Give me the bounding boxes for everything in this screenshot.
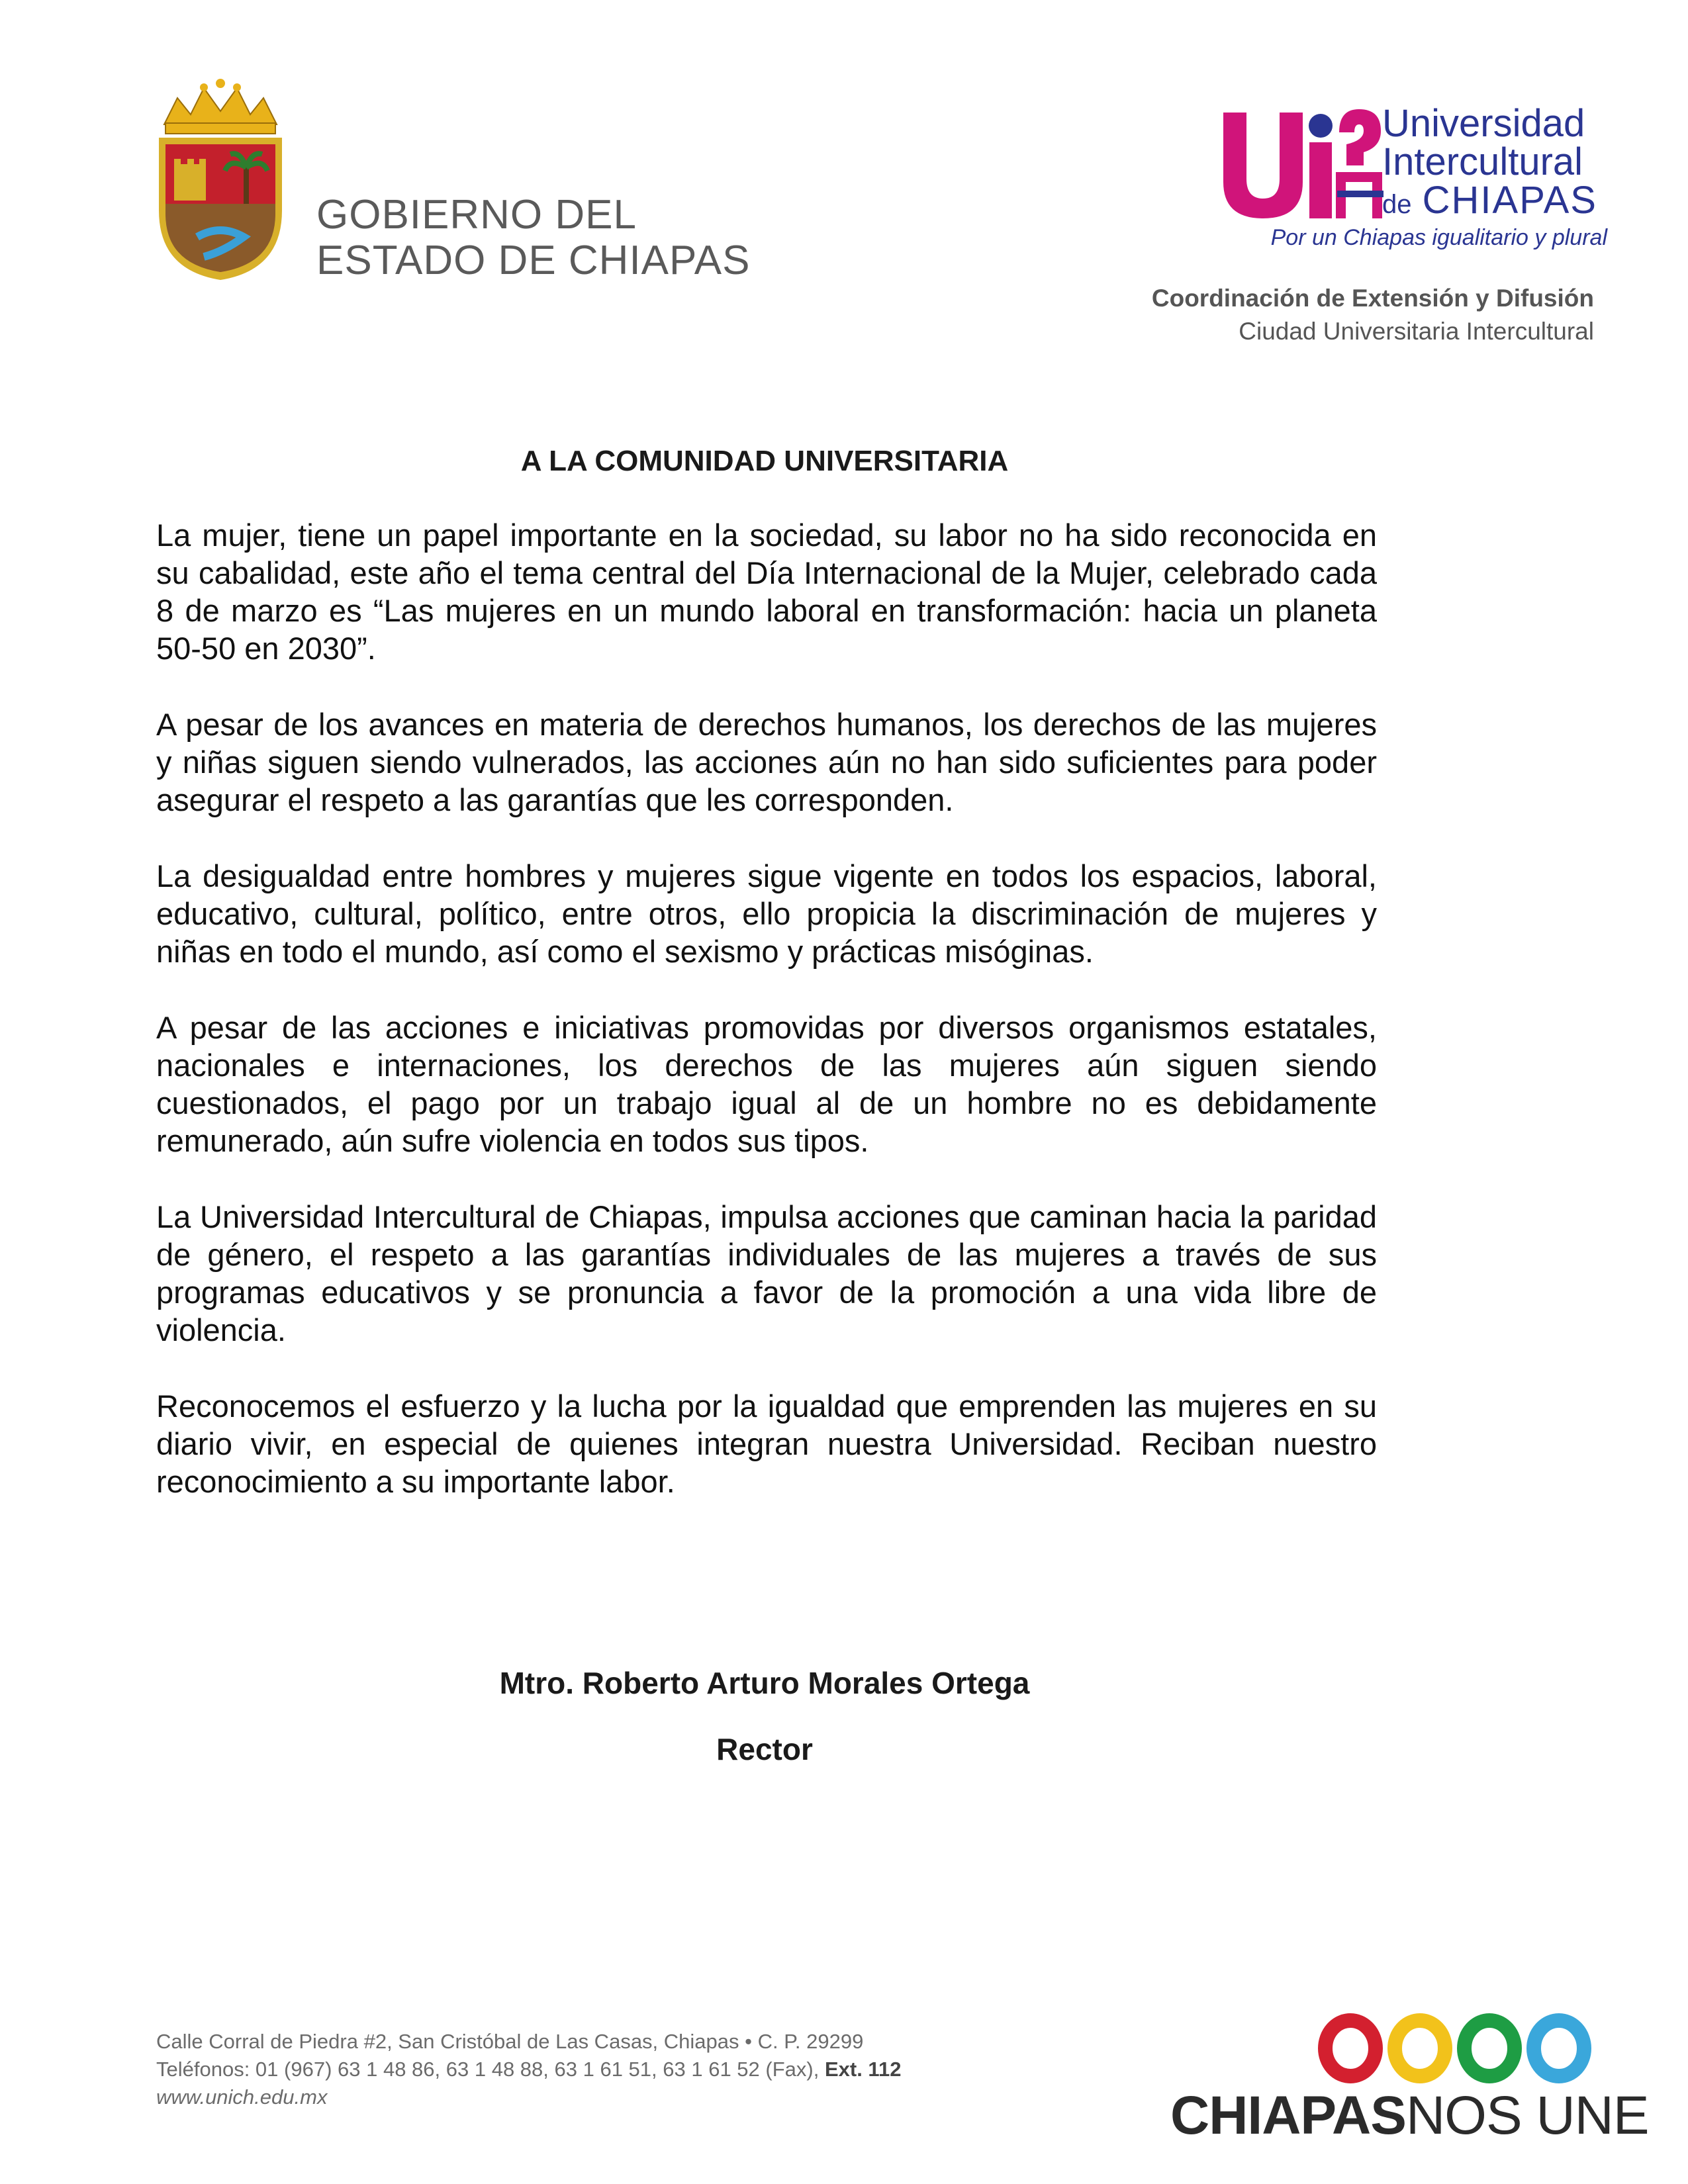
university-name-line2: Intercultural: [1382, 140, 1583, 183]
university-name-line1: Universidad: [1382, 102, 1585, 145]
chiapas-nos-une-slogan: [1170, 2085, 1649, 2147]
university-slogan: Por un Chiapas igualitario y plural: [1270, 225, 1607, 250]
government-name: [316, 192, 751, 284]
document-body: [156, 516, 1377, 1539]
footer-website-link[interactable]: www.unich.edu.mx: [156, 2085, 328, 2109]
government-name-line1: GOBIERNO DEL: [316, 192, 637, 238]
paragraph: A pesar de las acciones e iniciativas promovidas por diversos organismos estatales, nacionales e internaciones, los derechos de las mujeres aún siguen siendo cuestionados, el pago por un trabajo igual al de un hombre no es debidamente remunerado, aún sufre violencia en todos sus tipos.: [156, 1010, 1377, 1158]
paragraph: A pesar de los avances en materia de derechos humanos, los derechos de las mujeres y niñas siguen siendo vulnerados, las acciones aún no han sido suficientes para poder asegurar el respeto a las garantías que les corresponden.: [156, 707, 1377, 817]
university-name-prefix: de: [1382, 190, 1412, 219]
footer-contact: [156, 2028, 901, 2111]
footer-phones: Teléfonos: 01 (967) 63 1 48 86, 63 1 48 88, 63 1 61 51, 63 1 61 52 (Fax),: [156, 2058, 820, 2081]
paragraph: La mujer, tiene un papel importante en la sociedad, su labor no ha sido reconocida en su cabalidad, este año el tema central del Día Internacional de la Mujer, celebrado cada 8 de marzo es “Las mujeres en un mundo laboral en transformación: hacia un planeta 50-50 en 2030”.: [156, 518, 1377, 666]
unich-logo-icon: [1217, 106, 1389, 225]
document-title: A LA COMUNIDAD UNIVERSITARIA: [520, 445, 1009, 477]
department-place: Ciudad Universitaria Intercultural: [1239, 318, 1594, 345]
paragraph: La desigualdad entre hombres y mujeres sigue vigente en todos los espacios, laboral, educativo, cultural, político, entre otros, ello propicia la discriminación de mujeres y niñas en todo el mundo, así como el sexismo y prácticas misóginas.: [156, 858, 1377, 969]
government-name-line2: ESTADO DE CHIAPAS: [316, 238, 751, 284]
paragraph: Reconocemos el esfuerzo y la lucha por la igualdad que emprenden las mujeres en su diario vivir, en especial de quienes integran nuestra Universidad. Reciban nuestro reconocimiento a su importante labor.: [156, 1388, 1377, 1499]
colored-rings-icon: [1314, 2012, 1599, 2085]
footer-address: Calle Corral de Piedra #2, San Cristóbal de Las Casas, Chiapas • C. P. 29299: [156, 2030, 864, 2053]
university-name-line3: CHIAPAS: [1422, 179, 1597, 222]
slogan-rest: NOS UNE: [1405, 2085, 1649, 2146]
department-name: Coordinación de Extensión y Difusión: [1151, 285, 1594, 312]
slogan-bold: CHIAPAS: [1170, 2085, 1406, 2146]
signer-role: Rector: [716, 1732, 813, 1766]
paragraph: La Universidad Intercultural de Chiapas, impulsa acciones que caminan hacia la paridad de género, el respeto a las garantías individuales de las mujeres a través de sus programas educativos y se pronuncia a favor de la promoción a una vida libre de violencia.: [156, 1199, 1377, 1347]
footer-extension: Ext. 112: [824, 2058, 902, 2081]
coat-of-arms-icon: [151, 78, 290, 283]
university-name: [1382, 102, 1597, 222]
signer-name: Mtro. Roberto Arturo Morales Ortega: [499, 1666, 1030, 1700]
